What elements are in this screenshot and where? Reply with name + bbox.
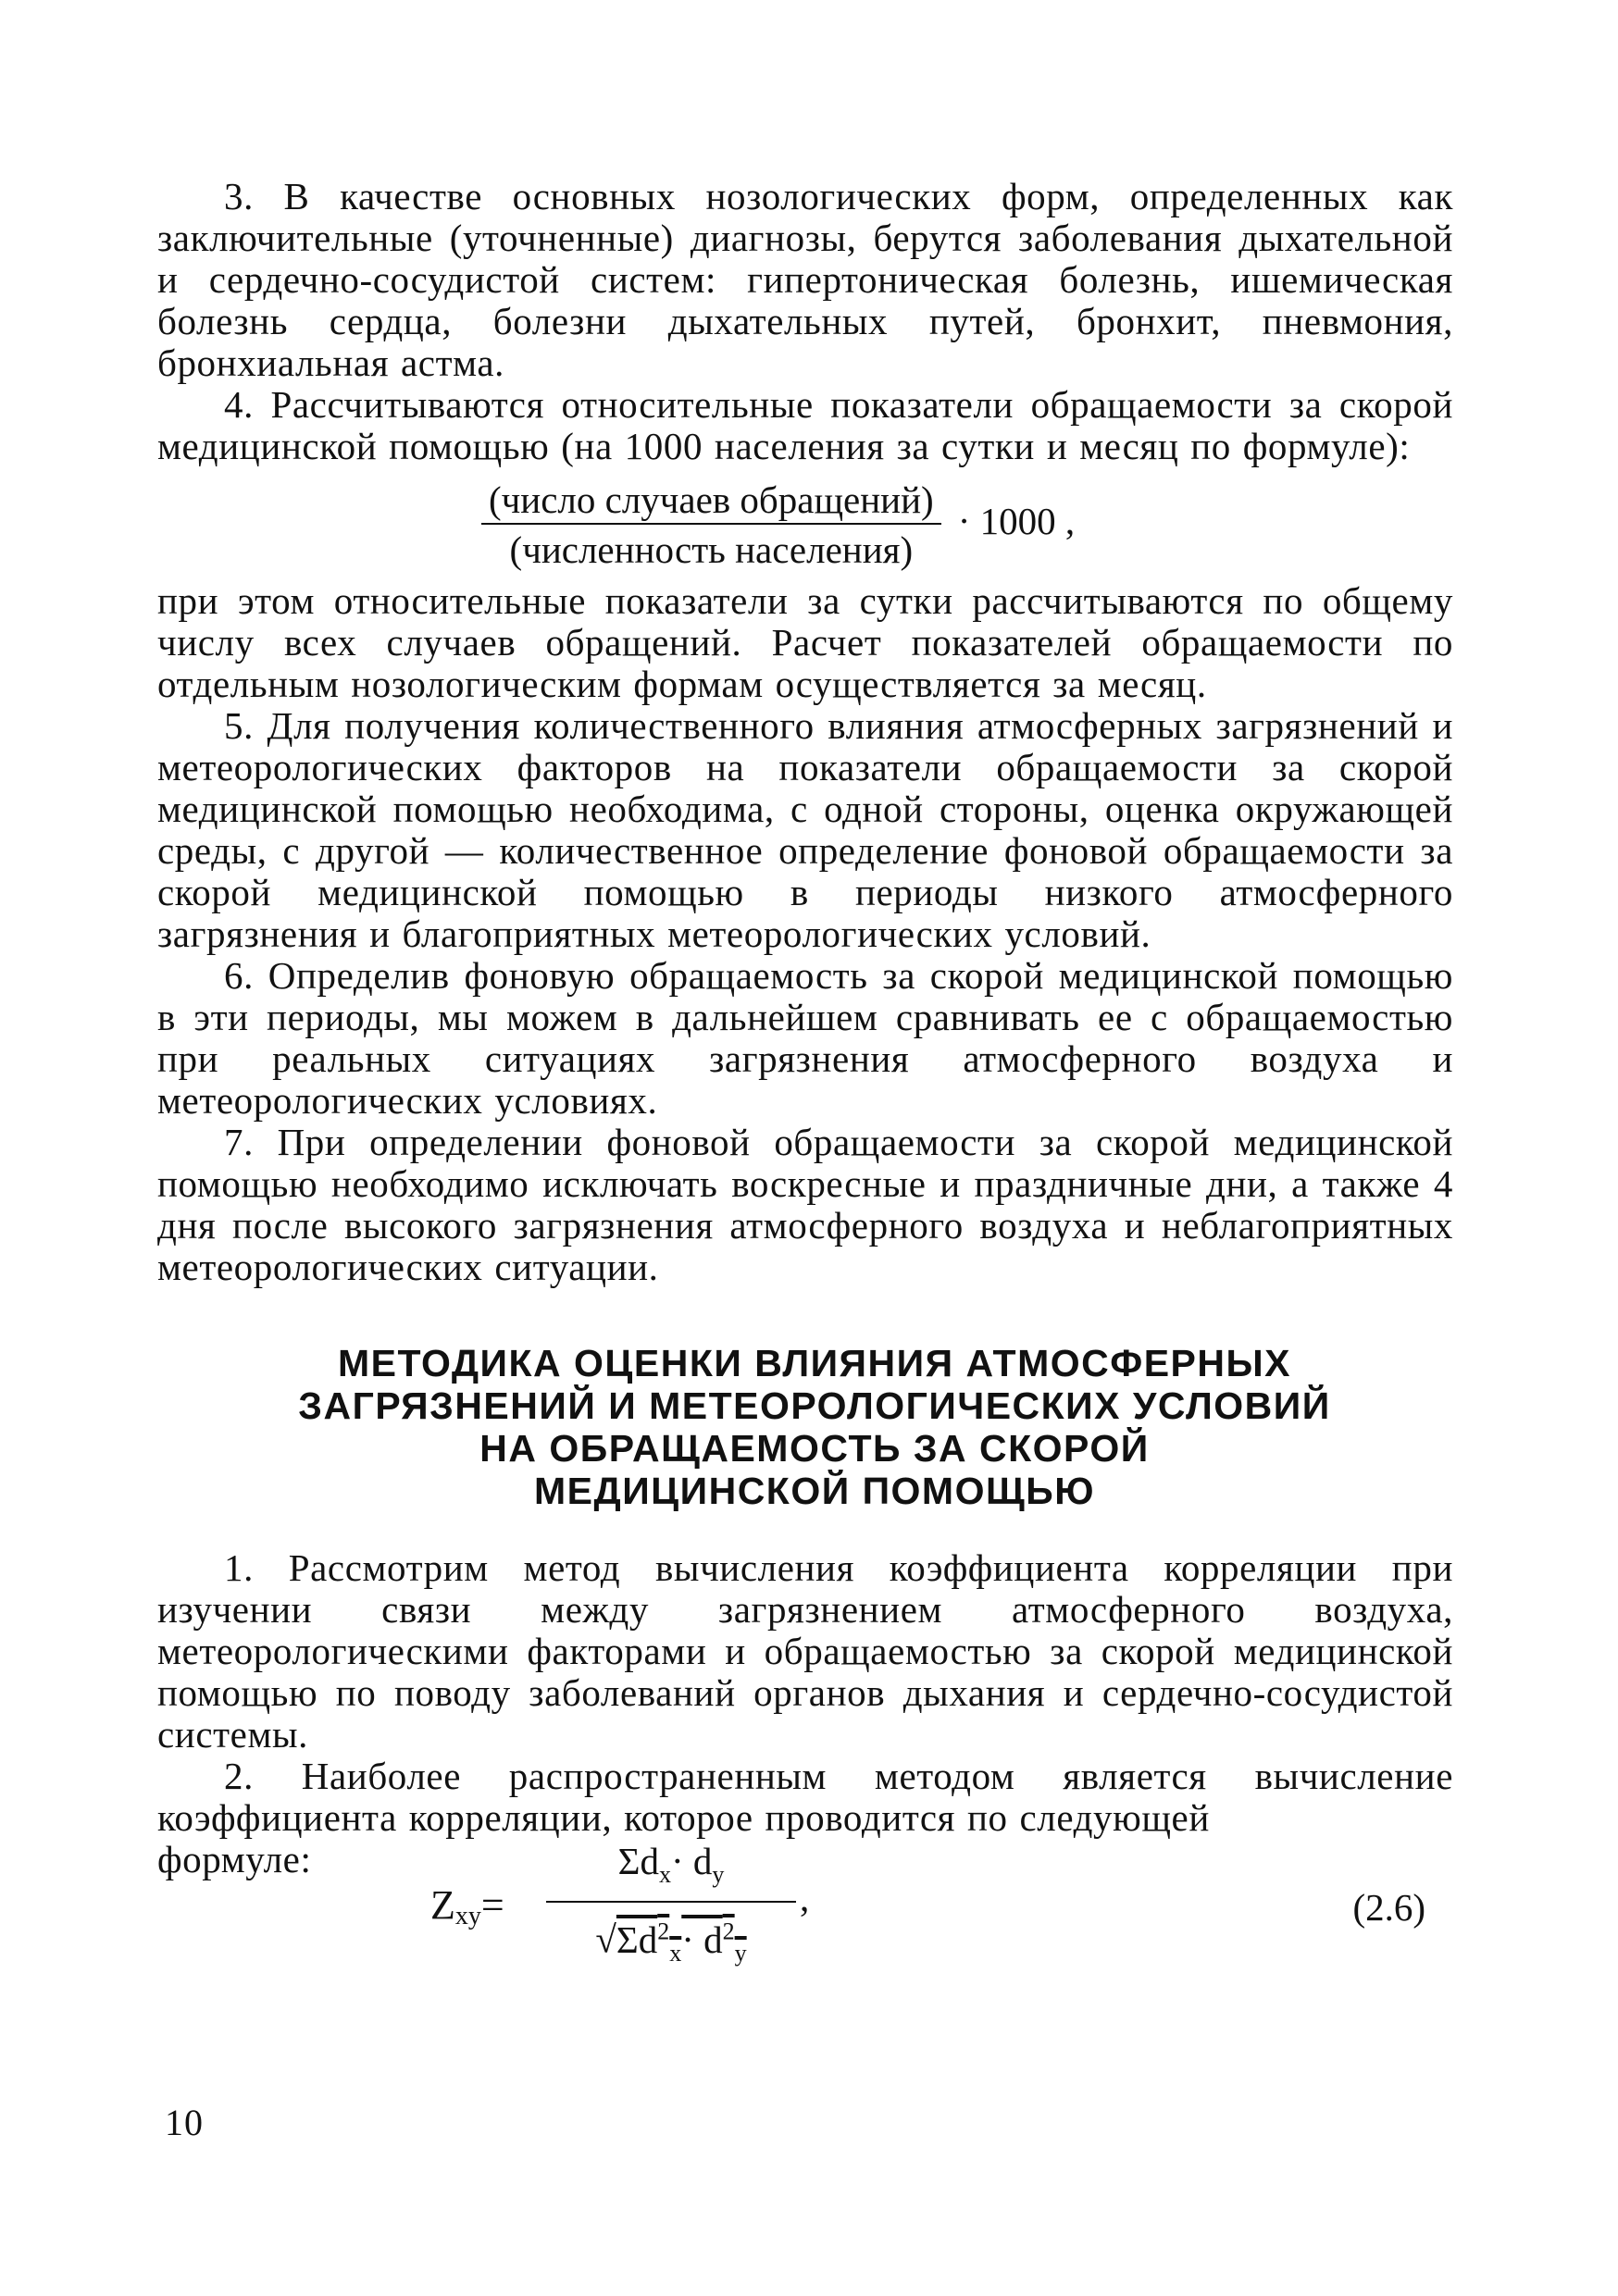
radicand bbox=[616, 1917, 747, 1967]
correlation-fraction bbox=[546, 1839, 796, 1977]
heading-line-1: МЕТОДИКА ОЦЕНКИ ВЛИЯНИЯ АТМОСФЕРНЫХ bbox=[337, 1342, 1292, 1384]
heading-line-2: ЗАГРЯЗНЕНИЙ И МЕТЕОРОЛОГИЧЕСКИХ УСЛОВИЙ bbox=[298, 1384, 1331, 1427]
formula-rate bbox=[481, 473, 1453, 577]
correlation-numerator bbox=[546, 1839, 796, 1903]
denominator-dot-d: · d bbox=[681, 1917, 723, 1961]
formula-correlation bbox=[157, 1839, 1453, 1978]
paragraph-4-continued: при этом относительные показатели за сутки рассчитываются по общему числу всех случаев обращений. Расчет показателей обращаемости по отдельным нозологическим формам осуществляется за месяц. bbox=[157, 579, 1453, 705]
denominator-sup-2: 2 bbox=[722, 1917, 735, 1945]
numerator-sigma: Σd bbox=[617, 1840, 659, 1882]
formula-lead-text: формуле: bbox=[157, 1838, 312, 1880]
denominator-sub-y: y bbox=[734, 1940, 747, 1967]
fraction bbox=[481, 478, 941, 571]
paragraph-3: 3. В качестве основных нозологических форм, определенных как заключительные (уточненные) диагнозы, берутся заболевания дыхательной и сердечно-сосудистой систем: гипертоническая болезнь, ишемическая болезнь сердца, болезни дыхательных путей, бронхит, пневмония, бронхиальная астма. bbox=[157, 175, 1453, 384]
numerator-sub-x: x bbox=[658, 1861, 671, 1889]
section-paragraph-1: 1. Рассмотрим метод вычисления коэффициента корреляции при изучении связи между загрязнением атмосферного воздуха, метеорологическими факторами и обращаемостью за скорой медицинской помощью по поводу заболеваний органов дыхания и сердечно-сосудистой системы. bbox=[157, 1546, 1453, 1756]
heading-line-3: НА ОБРАЩАЕМОСТЬ ЗА СКОРОЙ bbox=[479, 1427, 1150, 1470]
paragraph-5: 5. Для получения количественного влияния атмосферных загрязнений и метеорологических факторов на показатели обращаемости за скорой медицинской помощью необходима, с одной стороны, оценка окружающей среды, с другой — количественное определение фоновой обращаемости за скорой медицинской помощью в периоды низкого атмосферного загрязнения и благоприятных метеорологических условий. bbox=[157, 704, 1453, 955]
lhs-subscript: xy bbox=[454, 1902, 481, 1930]
formula-comma: , bbox=[800, 1877, 810, 1919]
denominator-sup-1: 2 bbox=[657, 1917, 670, 1945]
equals-sign: = bbox=[480, 1882, 504, 1928]
numerator-dot-d: · d bbox=[670, 1840, 713, 1882]
paragraph-6: 6. Определив фоновую обращаемость за скорой медицинской помощью в эти периоды, мы можем в дальнейшем сравнивать ее с обращаемостью при реальных ситуациях загрязнения атмосферного воздуха и метеорологических условиях. bbox=[157, 954, 1453, 1122]
fraction-denominator: (численность населения) bbox=[509, 528, 914, 571]
formula-multiplier: · 1000 , bbox=[957, 500, 1076, 542]
denominator-sigma: Σd bbox=[616, 1917, 658, 1961]
document-page bbox=[157, 176, 1453, 2249]
correlation-denominator bbox=[595, 1903, 746, 1977]
equation-number: (2.6) bbox=[1352, 1886, 1425, 1929]
numerator-sub-y: y bbox=[712, 1861, 725, 1889]
fraction-numerator: (число случаев обращений) bbox=[481, 478, 941, 525]
heading-line-4: МЕДИЦИНСКОЙ ПОМОЩЬЮ bbox=[533, 1470, 1096, 1512]
paragraph-4: 4. Рассчитываются относительные показатели обращаемости за скорой медицинской помощью (на 1000 населения за сутки и месяц по формуле): bbox=[157, 383, 1453, 467]
page-number: 10 bbox=[165, 2102, 204, 2143]
section-heading bbox=[157, 1342, 1453, 1512]
lhs-symbol: Z bbox=[430, 1882, 455, 1928]
sqrt-icon: √ bbox=[595, 1917, 616, 1961]
paragraph-7: 7. При определении фоновой обращаемости за скорой медицинской помощью необходимо исключать воскресные и праздничные дни, а также 4 дня после высокого загрязнения атмосферного воздуха и неблагоприятных метеорологических ситуации. bbox=[157, 1121, 1453, 1288]
section-paragraph-2: 2. Наиболее распространенным методом является вычисление коэффициента корреляции, которое проводится по следующей bbox=[157, 1755, 1453, 1839]
denominator-sub-x: x bbox=[669, 1940, 682, 1967]
formula-lhs bbox=[430, 1881, 504, 1931]
